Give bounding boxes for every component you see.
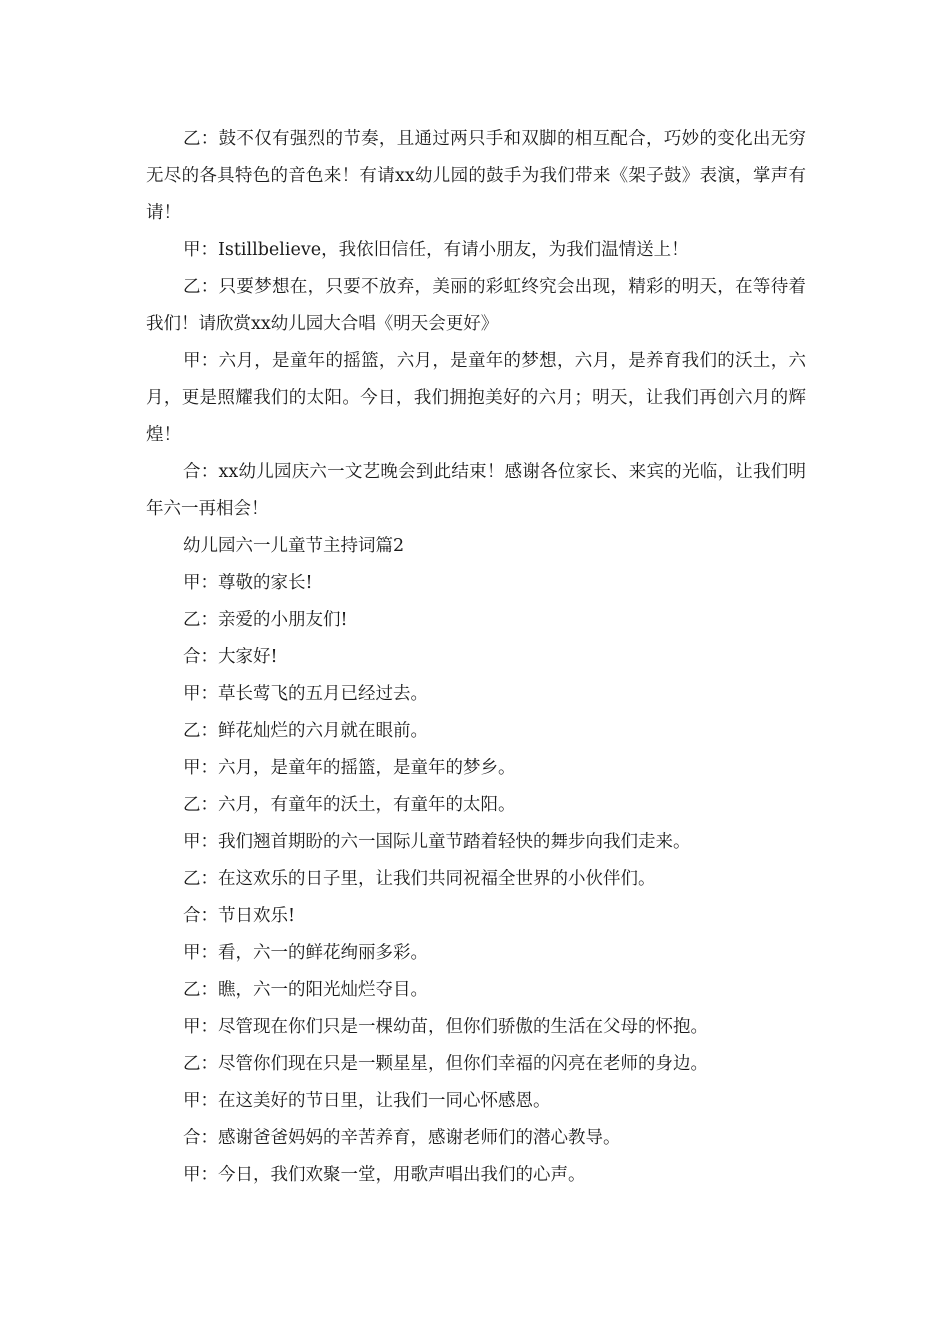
paragraph: 甲：尊敬的家长! [183,573,313,593]
paragraph: 甲：在这美好的节日里，让我们一同心怀感恩。 [183,1091,551,1111]
paragraph: 乙：尽管你们现在只是一颗星星，但你们幸福的闪亮在老师的身边。 [183,1054,708,1074]
paragraph: 甲：尽管现在你们只是一棵幼苗，但你们骄傲的生活在父母的怀抱。 [183,1017,708,1037]
paragraph: 甲：我们翘首期盼的六一国际儿童节踏着轻快的舞步向我们走来。 [183,832,691,852]
paragraph: 合：xx幼儿园庆六一文艺晚会到此结束！感谢各位家长、来宾的光临，让我们明年六一再相会！ [146,462,806,519]
section-heading: 幼儿园六一儿童节主持词篇2 [183,536,405,556]
paragraph: 甲：六月，是童年的摇篮，六月，是童年的梦想，六月，是养育我们的沃土，六月，更是照耀我们的太阳。今日，我们拥抱美好的六月；明天，让我们再创六月的辉煌！ [146,351,806,445]
paragraph: 乙：鼓不仅有强烈的节奏，且通过两只手和双脚的相互配合，巧妙的变化出无穷无尽的各具特色的音色来！有请xx幼儿园的鼓手为我们带来《架子鼓》表演，掌声有请！ [146,129,806,223]
paragraph: 乙：只要梦想在，只要不放弃，美丽的彩虹终究会出现，精彩的明天，在等待着我们！请欣赏xx幼儿园大合唱《明天会更好》 [146,277,806,334]
paragraph: 合：大家好! [183,647,278,667]
paragraph: 乙：鲜花灿烂的六月就在眼前。 [183,721,428,741]
document-body [146,121,806,1194]
paragraph: 甲：草长莺飞的五月已经过去。 [183,684,428,704]
paragraph: 乙：瞧，六一的阳光灿烂夺目。 [183,980,428,1000]
paragraph: 甲：今日，我们欢聚一堂，用歌声唱出我们的心声。 [183,1165,586,1185]
paragraph: 合：节日欢乐! [183,906,296,926]
paragraph: 乙：六月，有童年的沃土，有童年的太阳。 [183,795,516,815]
paragraph: 甲：Istillbelieve，我依旧信任，有请小朋友，为我们温情送上！ [183,240,689,260]
paragraph: 合：感谢爸爸妈妈的辛苦养育，感谢老师们的潜心教导。 [183,1128,621,1148]
paragraph: 乙：在这欢乐的日子里，让我们共同祝福全世界的小伙伴们。 [183,869,656,889]
paragraph: 甲：六月，是童年的摇篮，是童年的梦乡。 [183,758,516,778]
paragraph: 乙：亲爱的小朋友们! [183,610,348,630]
paragraph: 甲：看，六一的鲜花绚丽多彩。 [183,943,428,963]
